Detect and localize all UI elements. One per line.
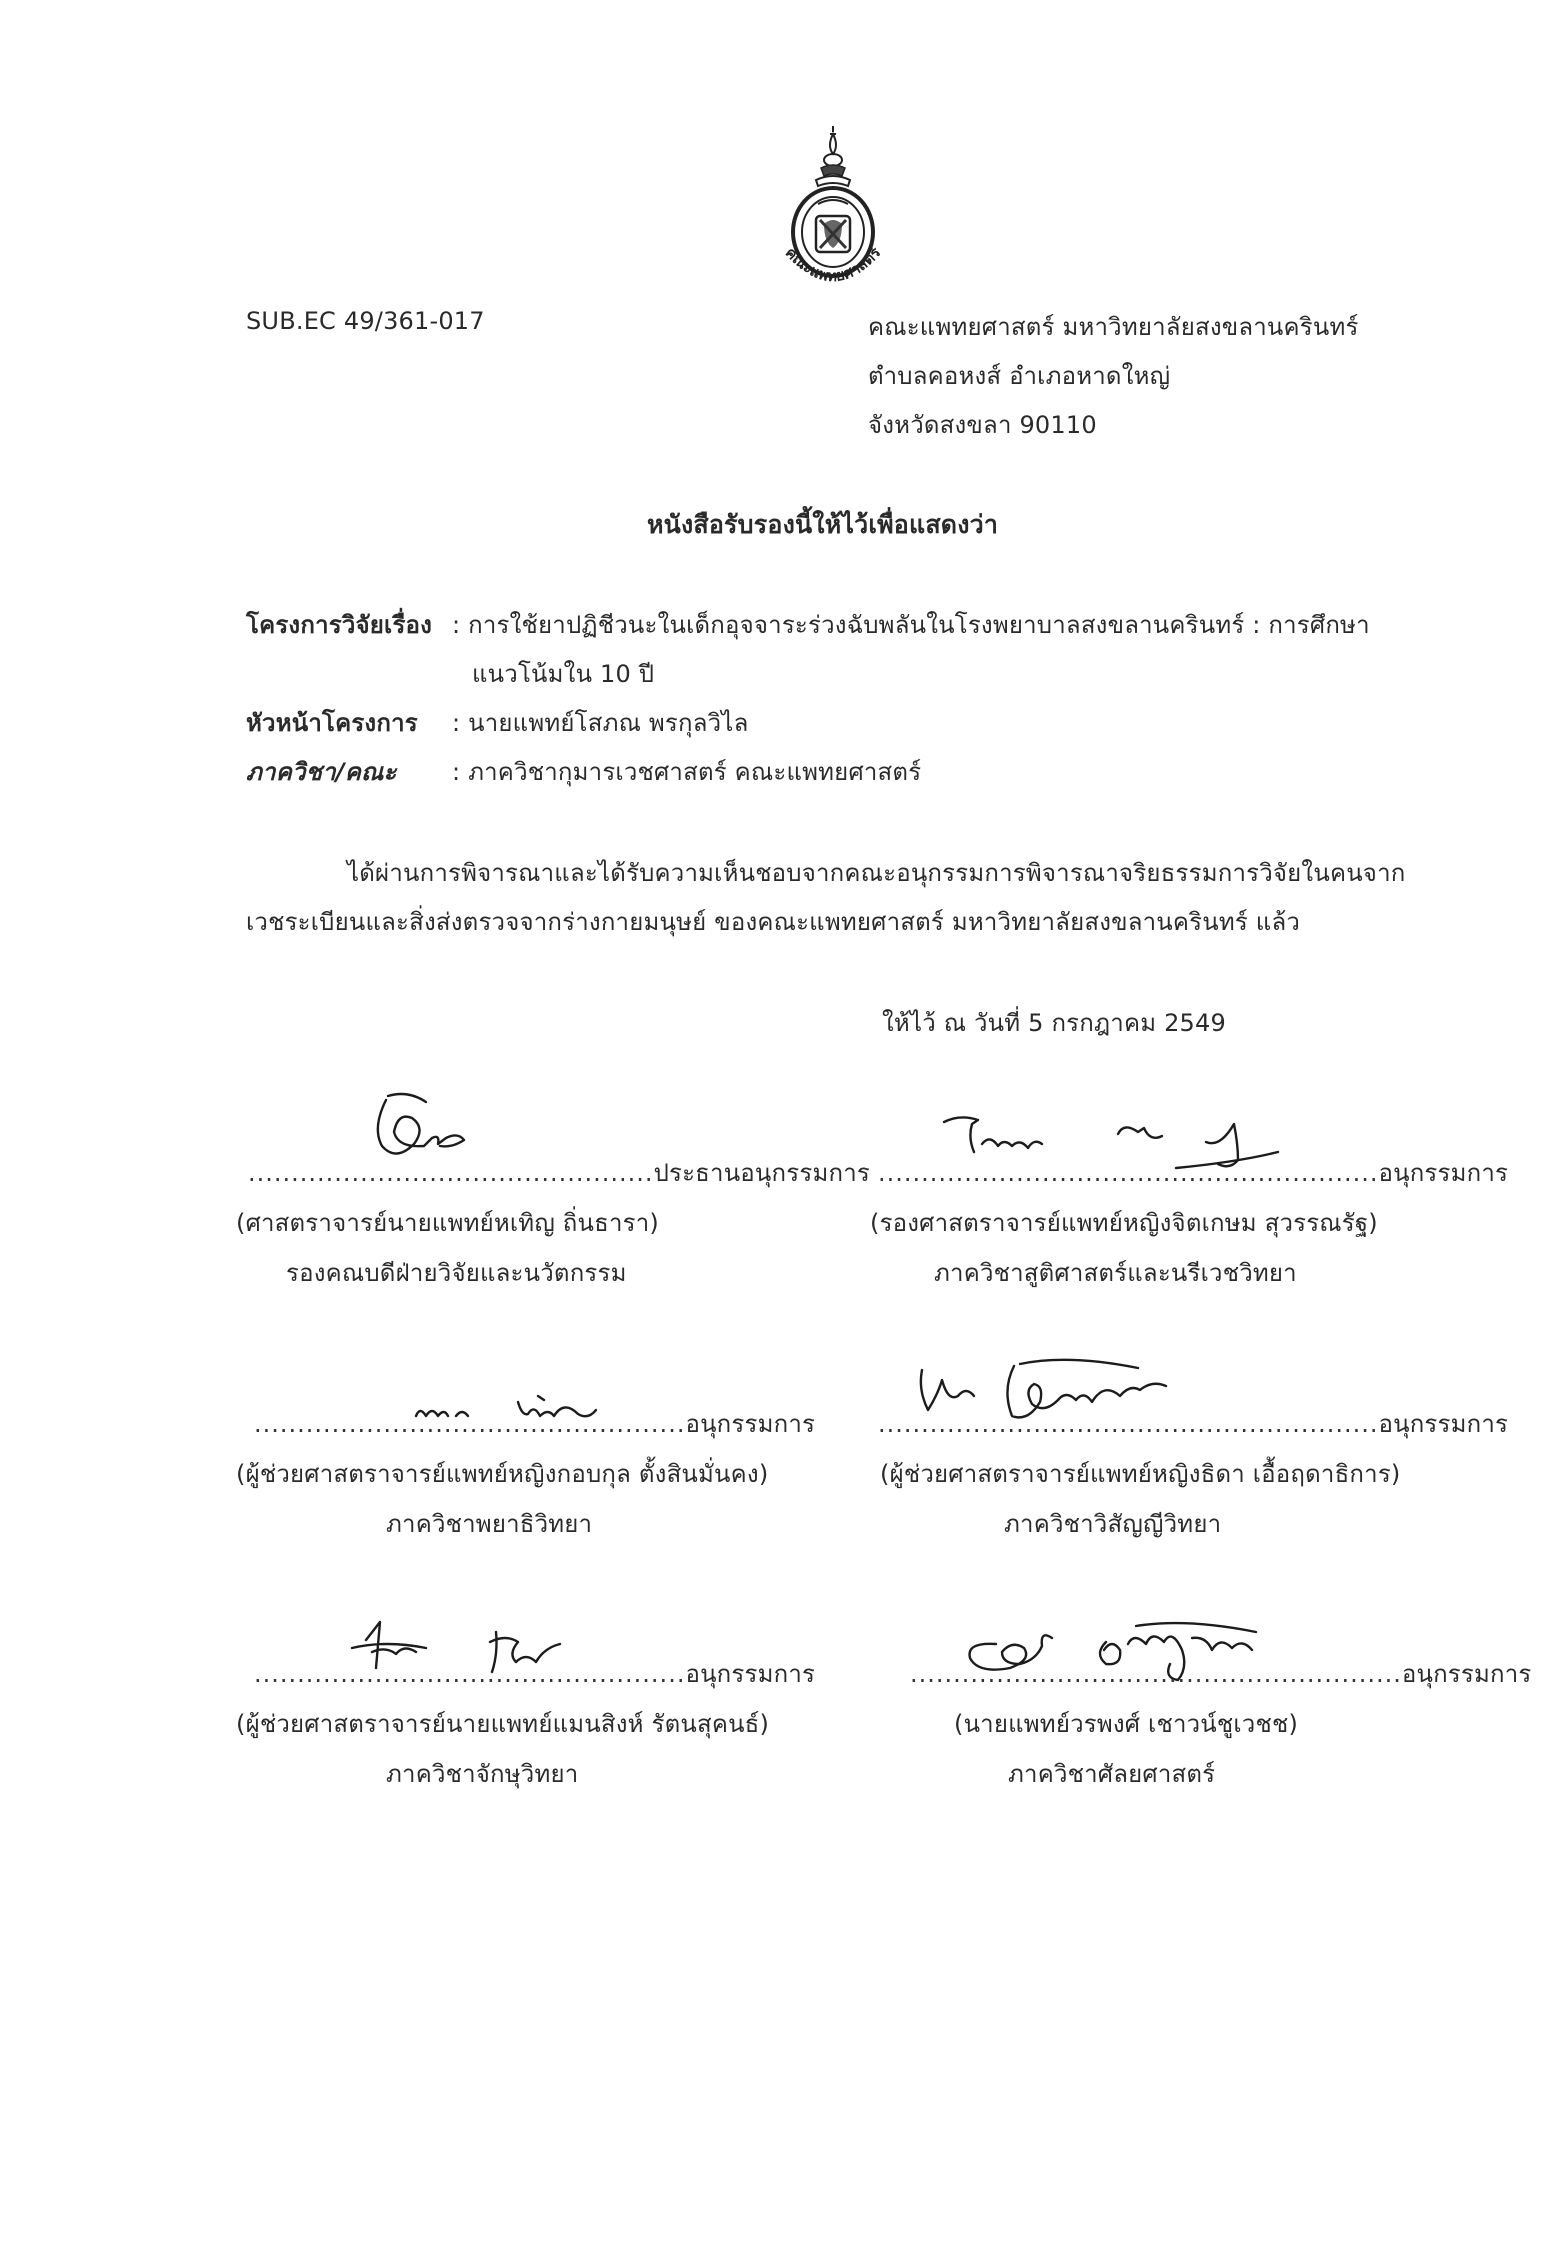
project-title-value-2: แนวโน้มใน 10 ปี bbox=[472, 660, 655, 688]
address-line-2: ตำบลคอหงส์ อำเภอหาดใหญ่ bbox=[868, 362, 1171, 390]
signatory-1-name: (ศาสตราจารย์นายแพทย์หเทิญ ถิ่นธารา) bbox=[236, 1209, 659, 1237]
address-line-1: คณะแพทยศาสตร์ มหาวิทยาลัยสงขลานครินทร์ bbox=[868, 313, 1359, 341]
signatory-5-role: อนุกรรมการ bbox=[685, 1660, 816, 1688]
issue-date: ให้ไว้ ณ วันที่ 5 กรกฎาคม 2549 bbox=[882, 1009, 1226, 1037]
signatory-3-role: อนุกรรมการ bbox=[685, 1410, 816, 1438]
svg-text:คณะแพทยศาสตร์ bbox=[782, 243, 885, 285]
project-title-label: โครงการวิจัยเรื่อง bbox=[246, 611, 433, 639]
signatory-6-position: ภาควิชาศัลยศาสตร์ bbox=[1008, 1760, 1216, 1788]
signature-2-dots: .......................................................... bbox=[878, 1159, 1379, 1187]
reference-number: SUB.EC 49/361-017 bbox=[246, 307, 485, 335]
signature-6-dots: ......................................................... bbox=[910, 1660, 1402, 1688]
signatory-5-position: ภาควิชาจักษุวิทยา bbox=[386, 1760, 579, 1788]
project-head-label: หัวหน้าโครงการ bbox=[246, 709, 418, 737]
signatory-5-name: (ผู้ช่วยศาสตราจารย์นายแพทย์แมนสิงห์ รัตนสุคนธ์) bbox=[236, 1710, 770, 1738]
body-line-2: เวชระเบียนและสิ่งส่งตรวจจากร่างกายมนุษย์ ของคณะแพทยศาสตร์ มหาวิทยาลัยสงขลานครินทร์ แล้ว bbox=[246, 908, 1301, 936]
department-label: ภาควิชา/คณะ bbox=[246, 758, 397, 786]
signatory-6-role: อนุกรรมการ bbox=[1401, 1660, 1532, 1688]
signatory-3-name: (ผู้ช่วยศาสตราจารย์แพทย์หญิงกอบกุล ตั้งสินมั่นคง) bbox=[236, 1460, 769, 1488]
signatory-4-role: อนุกรรมการ bbox=[1378, 1410, 1509, 1438]
signatory-1-role: ประธานอนุกรรมการ bbox=[653, 1159, 870, 1187]
seal-text: คณะแพทยศาสตร์ bbox=[781, 243, 885, 286]
signatory-3-position: ภาควิชาพยาธิวิทยา bbox=[386, 1510, 593, 1538]
signature-5-dots: .................................................. bbox=[254, 1660, 686, 1688]
document-title: หนังสือรับรองนี้ให้ไว้เพื่อแสดงว่า bbox=[647, 510, 999, 539]
project-head-value: : นายแพทย์โสภณ พรกุลวิไล bbox=[452, 709, 749, 737]
signature-3-dots: .................................................. bbox=[254, 1410, 686, 1438]
signatory-4-position: ภาควิชาวิสัญญีวิทยา bbox=[1004, 1510, 1222, 1538]
signature-4-dots: .......................................................... bbox=[878, 1410, 1379, 1438]
signatory-2-position: ภาควิชาสูติศาสตร์และนรีเวชวิทยา bbox=[934, 1259, 1297, 1287]
signatory-4-name: (ผู้ช่วยศาสตราจารย์แพทย์หญิงธิดา เอื้อฤดาธิการ) bbox=[880, 1460, 1401, 1488]
faculty-seal-logo bbox=[758, 124, 908, 294]
address-line-3: จังหวัดสงขลา 90110 bbox=[868, 411, 1097, 439]
signatory-1-position: รองคณบดีฝ่ายวิจัยและนวัตกรรม bbox=[286, 1259, 627, 1287]
signatory-2-name: (รองศาสตราจารย์แพทย์หญิงจิตเกษม สุวรรณรัฐ) bbox=[870, 1209, 1378, 1237]
signature-1-dots: ............................................... bbox=[248, 1159, 654, 1187]
body-line-1: ได้ผ่านการพิจารณาและได้รับความเห็นชอบจากคณะอนุกรรมการพิจารณาจริยธรรมการวิจัยในคนจาก bbox=[347, 859, 1406, 887]
signatory-2-role: อนุกรรมการ bbox=[1378, 1159, 1509, 1187]
signatory-6-name: (นายแพทย์วรพงศ์ เชาวน์ชูเวชช) bbox=[954, 1710, 1299, 1738]
project-title-value-1: : การใช้ยาปฏิชีวนะในเด็กอุจจาระร่วงฉับพลันในโรงพยาบาลสงขลานครินทร์ : การศึกษา bbox=[452, 611, 1370, 639]
department-value: : ภาควิชากุมารเวชศาสตร์ คณะแพทยศาสตร์ bbox=[452, 758, 922, 786]
